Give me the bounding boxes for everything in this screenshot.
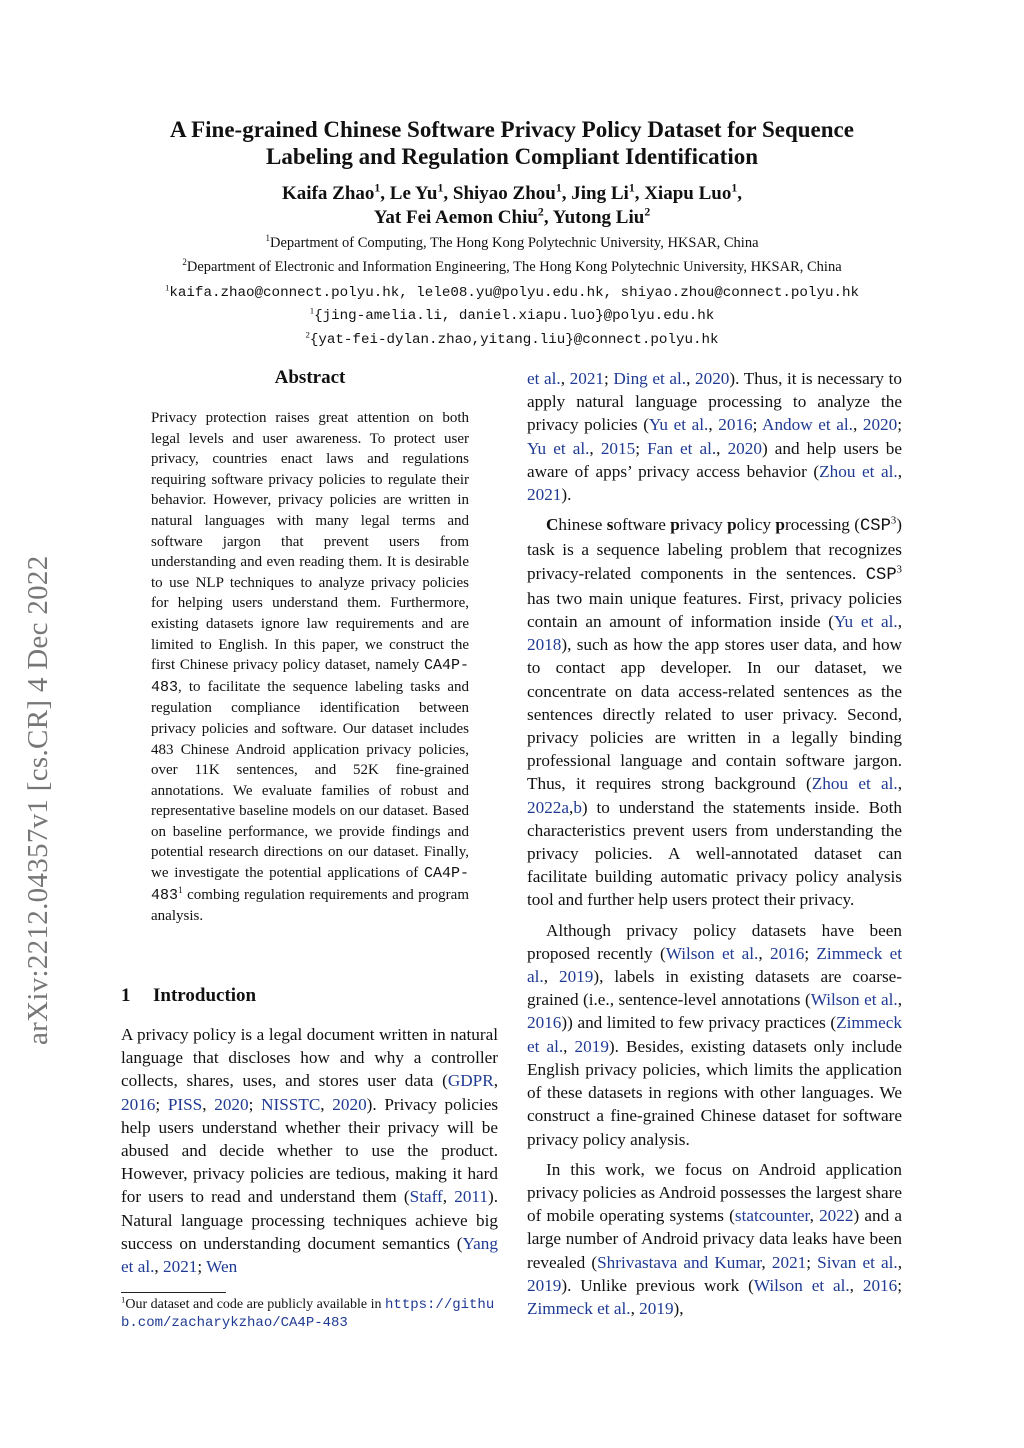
abstract-text: combing regulation requirements and program analysis. (151, 886, 469, 925)
citation-separator: , (569, 797, 574, 817)
citation-link[interactable]: Wilson et al. (753, 1275, 850, 1295)
citation-link[interactable]: 2022a (527, 797, 570, 817)
dataset-name: CA4P-483 (151, 865, 469, 904)
citation-link[interactable]: Shrivastava and Kumar (597, 1252, 762, 1272)
citation-link[interactable]: 2020 (727, 438, 762, 458)
citation-link[interactable]: 2020 (862, 415, 898, 435)
citation-link[interactable]: 2019 (639, 1298, 674, 1318)
citation-separator: , (809, 1206, 820, 1226)
footnote-text: Our dataset and code are publicly available in (125, 1297, 386, 1312)
body-text: rivacy (679, 515, 728, 535)
footnote-marker[interactable]: 1 (178, 885, 183, 896)
body-text: ), labels in existing datasets are coarse-grained (i.e., sentence-level annotations ( (527, 967, 902, 1010)
citation-link[interactable]: 2021 (163, 1257, 198, 1277)
citation-separator: , (758, 943, 770, 963)
citation-link[interactable]: Wilson et al. (665, 943, 759, 963)
section-title: Introduction (153, 985, 257, 1006)
continued-paragraph (527, 367, 902, 506)
citation-separator: ; (155, 1094, 168, 1114)
citation-link[interactable]: Wilson et al. (810, 990, 898, 1010)
author-separator: , (634, 183, 645, 204)
citation-separator: ; (897, 415, 903, 435)
citation-separator: ; (197, 1257, 207, 1277)
arxiv-side-label: arXiv:2212.04357v1 [cs.CR] 4 Dec 2022 (22, 555, 54, 1045)
intro-left-column (121, 1023, 498, 1285)
citation-separator: , (202, 1094, 215, 1114)
email-affil-mark: 1 (309, 305, 315, 316)
citation-separator: ; (604, 369, 614, 388)
author-separator: , (443, 183, 453, 204)
body-text: ) to understand the statements inside. Both characteristics prevent users from understanding the privacy policies. A well-annotated dataset can facilitate building automatic privacy policy analysis tool and further help users protect their privacy. (527, 797, 902, 910)
email-line-1 (80, 284, 944, 301)
citation-link[interactable]: Andow et al. (762, 415, 853, 435)
citation-link[interactable]: Yang et al. (121, 1233, 498, 1277)
right-column (527, 367, 902, 1327)
email-line-3 (80, 331, 944, 348)
author-name: Kaifa Zhao (282, 183, 375, 204)
email-affil-mark: 2 (305, 329, 310, 340)
body-text: ). Natural language processing techniques achieve big success on understanding document semantics ( (121, 1187, 498, 1253)
citation-separator: , (589, 438, 601, 458)
task-name: CSP (859, 517, 891, 537)
citation-link[interactable]: statcounter (734, 1206, 810, 1226)
citation-link[interactable]: 2019 (527, 1275, 562, 1295)
author-line-1 (100, 182, 924, 206)
citation-link[interactable]: GDPR (447, 1071, 494, 1091)
citation-separator: , (442, 1187, 455, 1207)
footnote-rule (121, 1292, 226, 1293)
citation-link[interactable]: 2018 (527, 635, 562, 655)
citation-link[interactable]: Sivan et al. (817, 1252, 898, 1272)
citation-separator: , (686, 369, 695, 388)
body-text: )) and limited to few privacy practices ( (561, 1013, 837, 1033)
citation-link[interactable]: 2021 (569, 369, 604, 388)
citation-link[interactable]: NISSTC (261, 1094, 321, 1114)
citation-link[interactable]: 2020 (214, 1094, 249, 1114)
csp-paragraph (527, 513, 902, 911)
citation-separator: , (852, 415, 863, 435)
body-text: A privacy policy is a legal document written in natural language that discloses how and why a controller collects, shares, uses, and stores user data ( (121, 1025, 498, 1091)
citation-separator: ; (897, 1275, 902, 1295)
author-affil-mark: 1 (437, 181, 444, 195)
task-name: CSP (865, 565, 897, 585)
citation-link[interactable]: 2020 (695, 369, 730, 388)
citation-link[interactable]: Fan et al. (647, 438, 717, 458)
affiliation-mark: 2 (182, 257, 187, 268)
citation-separator: ; (806, 1252, 818, 1272)
citation-link[interactable]: 2021 (527, 485, 562, 505)
author-affil-mark: 2 (537, 205, 544, 219)
citation-link[interactable]: Ding et al. (613, 369, 687, 388)
citation-separator: , (716, 438, 728, 458)
citation-link[interactable]: Yu et al. (527, 438, 590, 458)
affiliation-mark: 1 (265, 233, 270, 244)
author-separator: , (737, 183, 742, 204)
acronym-letter: s (606, 515, 614, 535)
author-separator: , (561, 183, 572, 204)
footnote (121, 1296, 501, 1332)
citation-separator: ; (635, 438, 648, 458)
body-text: ) and a large number of Android privacy data leaks have been revealed ( (527, 1206, 902, 1272)
citation-separator: ; (804, 943, 817, 963)
author-separator: , (543, 207, 553, 228)
citation-separator: , (630, 1298, 640, 1318)
footnote-url-link[interactable]: https://github.com/zacharykzhao/CA4P-483 (121, 1297, 495, 1331)
citation-separator: , (708, 415, 719, 435)
author-separator: , (380, 183, 390, 204)
email-text: {yat-fei-dylan.zhao,yitang.liu}@connect.polyu.hk (309, 332, 719, 348)
citation-link[interactable]: et al. (527, 369, 561, 388)
body-text: In this work, we focus on Android application privacy policies as Android possesses the largest share of mobile operating systems ( (527, 1159, 902, 1226)
citation-separator: , (563, 1036, 575, 1056)
citation-link[interactable]: Zimmeck et al. (527, 943, 902, 987)
citation-separator: , (897, 612, 902, 632)
author-name: Shiyao Zhou (452, 183, 556, 204)
email-line-2 (80, 307, 944, 324)
android-paragraph (527, 1158, 902, 1320)
citation-link[interactable]: 2019 (558, 967, 594, 987)
paper-title (100, 116, 924, 170)
citation-separator: , (320, 1094, 333, 1114)
citation-separator: ; (752, 415, 763, 435)
body-text: ), (673, 1298, 684, 1318)
affiliation-2 (80, 259, 944, 276)
citation-link[interactable]: b (573, 797, 582, 817)
citation-separator: , (849, 1275, 863, 1295)
author-list (100, 182, 924, 230)
section-number: 1 (121, 985, 131, 1006)
author-affil-mark: 1 (374, 181, 381, 195)
body-text: ). Besides, existing datasets only include English privacy policies, which limits the application of these datasets in regions with other languages. We construct a fine-grained Chinese dataset for software privacy policy analysis. (527, 1036, 903, 1149)
citation-link[interactable]: Wen (206, 1257, 238, 1277)
citation-link[interactable]: Yu et al. (834, 612, 898, 632)
author-line-2 (100, 206, 924, 230)
abstract-text: Privacy protection raises great attention on both legal levels and user awareness. To protect user privacy, countries enact laws and regulations requiring software privacy policies to regulate their behavior. However, privacy policies are written in natural languages with many legal terms and software jargon that prevent users from understanding and even reading them. It is desirable to use NLP techniques to analyze privacy policies for helping users understand them. Furthermore, existing datasets ignore law requirements and are limited to English. In this paper, we construct the first Chinese privacy policy dataset, namely (151, 410, 469, 674)
citation-separator: , (897, 461, 903, 481)
author-name: Jing Li (571, 183, 629, 204)
abstract-body (151, 408, 469, 927)
citation-link[interactable]: 2011 (454, 1187, 488, 1207)
body-text: ). Privacy policies help users understand whether their privacy will be abused and decide whether to use the product. However, privacy policies are tedious, making it hard for users to read and understand them ( (121, 1094, 499, 1207)
title-line-1: A Fine-grained Chinese Software Privacy Policy Dataset for Sequence (170, 117, 854, 142)
acronym-letter: p (670, 515, 680, 535)
superscript: 3 (896, 563, 902, 575)
citation-link[interactable]: Zimmeck et al. (527, 1298, 631, 1318)
citation-link[interactable]: 2016 (121, 1094, 156, 1114)
body-text: ) task is a sequence labeling problem that recognizes privacy-related components in the sentences. (527, 515, 902, 583)
citation-link[interactable]: Yu et al. (648, 415, 709, 435)
body-text: ). (561, 485, 572, 505)
body-text: hinese (558, 515, 607, 535)
citation-link[interactable]: 2021 (771, 1252, 807, 1272)
body-text: oftware (613, 515, 671, 535)
acronym-letter: p (727, 515, 737, 535)
section-heading-introduction (121, 985, 501, 1007)
author-name: Xiapu Luo (644, 183, 732, 204)
body-text: has two main unique features. First, privacy policies contain an amount of information inside ( (527, 588, 902, 632)
citation-link[interactable]: Zimmeck et al. (527, 1013, 902, 1056)
footnote-number: 1 (121, 1294, 126, 1305)
citation-link[interactable]: 2016 (527, 1013, 562, 1033)
body-text: olicy (736, 515, 776, 535)
citation-link[interactable]: 2022 (819, 1206, 854, 1226)
citation-separator: , (897, 990, 902, 1010)
author-affil-mark: 2 (644, 205, 651, 219)
citation-link[interactable]: Staff (409, 1187, 443, 1207)
citation-separator: , (897, 1252, 903, 1272)
citation-link[interactable]: 2016 (862, 1275, 898, 1295)
acronym-letter: p (775, 515, 785, 535)
author-name: Le Yu (389, 183, 438, 204)
abstract-heading: Abstract (274, 367, 346, 388)
citation-link[interactable]: Zhou et al. (811, 774, 898, 794)
citation-link[interactable]: 2020 (332, 1094, 367, 1114)
abstract-text: , to facilitate the sequence labeling tasks and regulation compliance identification between privacy policies and software. Our dataset includes 483 Chinese Android application privacy policies, over 11K sentences, and 52K fine-grained annotations. We evaluate families of robust and representative baseline models on our dataset. Based on baseline performance, we provide findings and potential research directions on our dataset. Finally, we investigate the potential applications of (151, 678, 469, 882)
author-affil-mark: 1 (731, 181, 738, 195)
body-text: rocessing ( (784, 515, 860, 535)
affiliation-text: Department of Computing, The Hong Kong Polytechnic University, HKSAR, China (269, 235, 759, 251)
citation-separator: , (761, 1252, 772, 1272)
citation-link[interactable]: 2016 (769, 943, 805, 963)
body-text: ). Thus, it is necessary to apply natural language processing to analyze the privacy policies ( (527, 369, 902, 435)
citation-separator: ; (248, 1094, 262, 1114)
affiliation-1 (80, 235, 944, 252)
email-text: kaifa.zhao@connect.polyu.hk, lele08.yu@polyu.edu.hk, shiyao.zhou@connect.polyu.hk (169, 285, 860, 301)
citation-link[interactable]: PISS (167, 1094, 203, 1114)
citation-link[interactable]: 2015 (600, 438, 636, 458)
acronym-letter: C (546, 515, 559, 535)
author-name: Yutong Liu (552, 207, 645, 228)
citation-link[interactable]: 2016 (718, 415, 753, 435)
title-line-2: Labeling and Regulation Compliant Identification (265, 144, 759, 169)
citation-separator: , (493, 1071, 498, 1091)
affiliation-text: Department of Electronic and Information Engineering, The Hong Kong Polytechnic University, HKSAR, China (186, 259, 842, 275)
body-text: ). Unlike previous work ( (561, 1275, 754, 1295)
intro-paragraph (121, 1023, 498, 1278)
author-affil-mark: 1 (628, 181, 635, 195)
citation-separator: , (897, 774, 902, 794)
author-name: Yat Fei Aemon Chiu (373, 207, 538, 228)
email-text: {jing-amelia.li, daniel.xiapu.luo}@polyu.edu.hk (314, 308, 715, 324)
email-affil-mark: 1 (164, 282, 170, 293)
body-text: ), such as how the app stores user data, and how to contact app developer. In our dataset, we concentrate on data access-related sentences as the sentences directly related to user privacy. Second, privacy policies are written in a legally binding professional language and contain software jargon. Thus, it requires strong background ( (527, 635, 902, 794)
body-text: ) and help users be aware of apps’ privacy access behavior ( (527, 438, 903, 481)
citation-separator: , (154, 1257, 163, 1277)
dataset-paragraph (527, 919, 902, 1151)
citation-link[interactable]: 2019 (574, 1036, 609, 1056)
author-affil-mark: 1 (555, 181, 562, 195)
citation-separator: , (543, 967, 559, 987)
citation-separator: , (560, 369, 570, 388)
citation-link[interactable]: Zhou et al. (819, 461, 898, 481)
body-text: Although privacy policy datasets have been proposed recently ( (527, 920, 902, 963)
dataset-name: CA4P-483 (151, 657, 469, 696)
superscript: 3 (890, 515, 897, 527)
